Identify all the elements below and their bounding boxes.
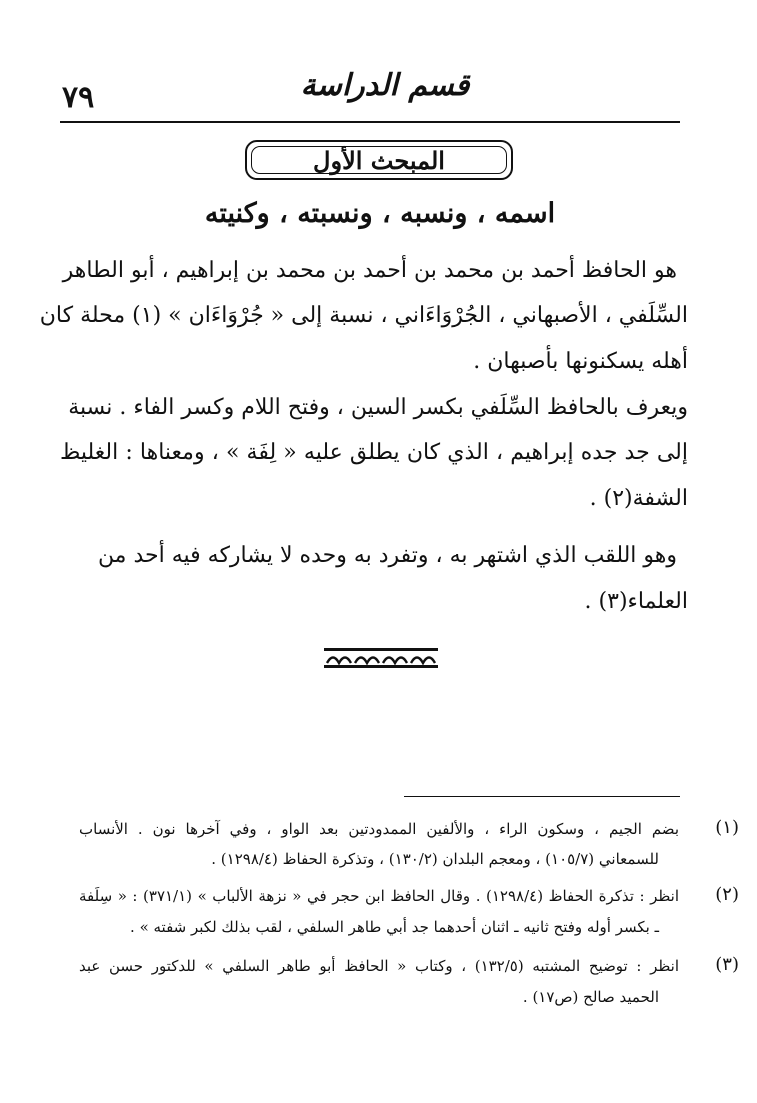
paragraph-2-line-1: ويعرف بالحافظ السِّلَفي بكسر السين ، وفتح اللام وكسر الفاء . نسبة [68, 395, 688, 420]
footnote-3-line-2: الحميد صالح (ص١٧) . [522, 988, 659, 1006]
running-header-title: قسم الدراسة [300, 68, 470, 103]
paragraph-1-line-1: هو الحافظ أحمد بن محمد بن أحمد بن محمد بن إبراهيم ، أبو الطاهر [62, 258, 677, 283]
paragraph-1-line-3: أهله يسكنونها بأصبهان . [473, 349, 688, 374]
footnote-3-line-1: انظر : توضيح المشتبه (١٣٢/٥) ، وكتاب « الحافظ أبو طاهر السلفي » للدكتور حسن عبد [79, 957, 679, 975]
paragraph-1-line-2: السِّلَفي ، الأصبهاني ، الجُرْوَاءَاني ، نسبة إلى « جُرْوَاءَان » (١) محلة كان [39, 303, 688, 328]
footnote-2-line-1: انظر : تذكرة الحفاظ (١٢٩٨/٤) . وقال الحافظ ابن حجر في « نزهة الألباب » (٣٧١/١) : « سِلَفة [79, 887, 679, 905]
section-heading: المبحث الأول [313, 145, 445, 175]
paragraph-3-line-1: وهو اللقب الذي اشتهر به ، وتفرد به وحده لا يشاركه فيه أحد من [97, 543, 677, 568]
footnote-separator [404, 796, 680, 797]
footnote-1-line-2: للسمعاني (١٠٥/٧) ، ومعجم البلدان (١٣٠/٢) ، وتذكرة الحفاظ (١٢٩٨/٤) . [211, 850, 659, 868]
footnote-2-line-2: ـ بكسر أوله وفتح ثانيه ـ اثنان أحدهما جد أبي طاهر السلفي ، لقب بذلك لكبر شفته » . [130, 918, 659, 936]
paragraph-3-line-2: العلماء(٣) . [584, 589, 688, 614]
section-subtitle: اسمه ، ونسبه ، ونسبته ، وكنيته [204, 198, 556, 229]
page-number: ٧٩ [62, 80, 95, 115]
paragraph-2-line-3: الشفة(٢) . [589, 486, 688, 511]
footnote-3-number: (٣) [715, 954, 739, 975]
footnote-1-number: (١) [715, 817, 739, 838]
header-rule [60, 121, 680, 123]
footnote-2-number: (٢) [715, 884, 739, 905]
section-heading-inner-frame [251, 146, 507, 174]
paragraph-2-line-2: إلى جد جده إبراهيم ، الذي كان يطلق عليه « لِفَة » ، ومعناها : الغليظ [60, 440, 688, 465]
section-end-ornament [323, 646, 439, 670]
section-heading-frame [245, 140, 513, 180]
footnote-1-line-1: بضم الجيم ، وسكون الراء ، والألفين الممدودتين بعد الواو ، وفي آخرها نون . الأنساب [79, 820, 679, 838]
